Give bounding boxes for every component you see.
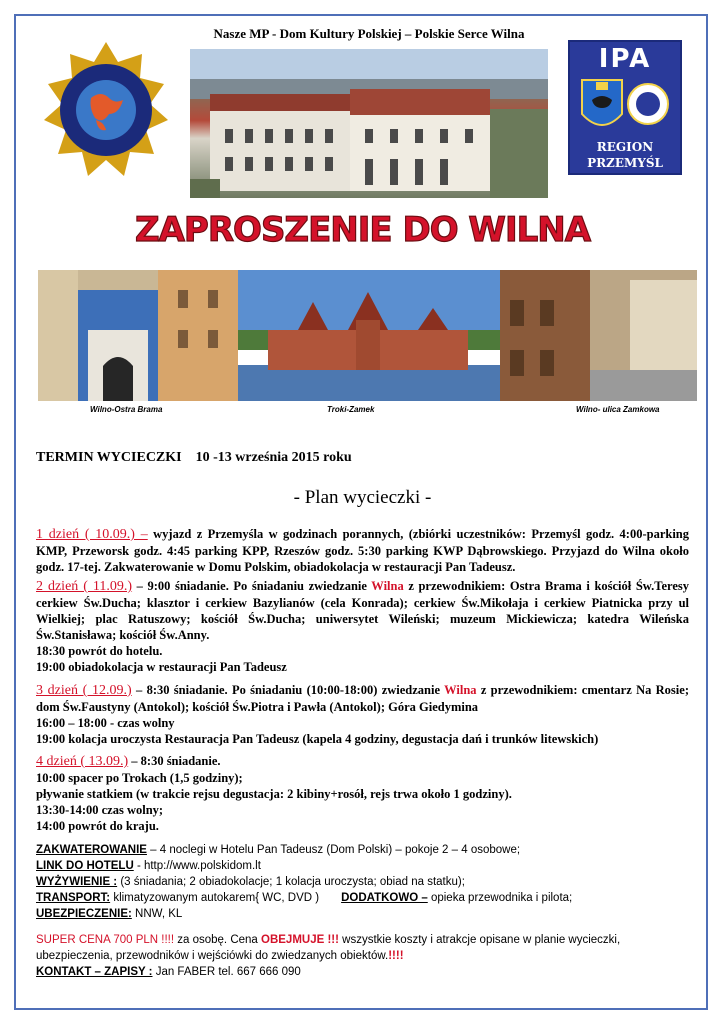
zamkowa-street-photo — [500, 270, 697, 401]
day-4-text: – 8:30 śniadanie. — [128, 754, 221, 768]
meals-row — [36, 874, 689, 890]
day-2-block — [36, 578, 689, 675]
price-label: SUPER CENA 700 PLN !!!! — [36, 934, 175, 946]
day-4-heading: 4 dzień ( 13.09.) — [36, 754, 129, 769]
ipa-logo-city: PRZEMYŚL — [587, 156, 663, 170]
day-1-heading: 1 dzień ( 10.09.) – — [36, 527, 148, 542]
price-text-b: wszystkie koszty i atrakcje opisane w planie wycieczki, ubezpieczenia, przewodników i wejściówki do zwiedzanych obiektów. — [36, 934, 621, 962]
insurance-text: NNW, KL — [131, 908, 183, 920]
hotel-link-label: LINK DO HOTELU — [36, 860, 134, 872]
day-4-line-4: 14:00 powrót do kraju. — [36, 819, 159, 833]
hotel-link-text[interactable]: - http://www.polskidom.lt — [133, 860, 261, 872]
insurance-label: UBEZPIECZENIE: — [36, 908, 132, 920]
day-3-text-b: z przewodnikiem: cmentarz Na Rosie; dom Św.Faustyny (Antokol); kościół Św.Piotra i Pawła (Antokol); Góra Giedymina — [36, 683, 689, 714]
meals-text: (3 śniadania; 2 obiadokolacje; 1 kolacja uroczysta; obiad na statku); — [117, 876, 465, 888]
plan-heading: - Plan wycieczki - — [293, 487, 432, 508]
day-4-line-1: 10:00 spacer po Trokach (1,5 godziny); — [36, 771, 243, 785]
info-block — [36, 842, 689, 980]
day-3-line-2: 19:00 kolacja uroczysta Restauracja Pan Tadeusz (kapela 4 godziny, degustacja dań i trunków litewskich) — [36, 732, 599, 746]
transport-text: klimatyzowanym autokarem{ WC, DVD ) — [110, 892, 320, 904]
day-3-text-a: – 8:30 śniadanie. Po śniadaniu (10:00-18:00) zwiedzanie — [131, 683, 445, 697]
price-exclaim: !!!! — [388, 950, 404, 962]
accommodation-row — [36, 842, 689, 858]
ostra-brama-photo — [38, 270, 238, 401]
day-2-text-b: z przewodnikiem: Ostra Brama i kościół Św.Teresy cerkiew Św.Ducha; klasztor i cerkiew Bazylianów (cela Konrada); cerkiew Św.Mikołaja i cerkiew Piatnicka przy ul Wielkiej; plac Ratuszowy; kościół Św.Ducha; uniwersytet Wileński; muzeum Mickiewicza; katedra Wileńska Św.Stanisława; kościół Św.Anny. — [36, 579, 689, 642]
extras-text: opieka przewodnika i pilota; — [427, 892, 573, 904]
accommodation-text: – 4 noclegi w Hotelu Pan Tadeusz (Dom Polski) – pokoje 2 – 4 osobowe; — [146, 844, 521, 856]
day-1-text: wyjazd z Przemyśla w godzinach porannych, (zbiórki uczestników: Przemyśl godz. 4:00-parking KMP, Przeworsk godz. 4:45 parking KPP, Rzeszów godz. 5:30 parking KWP Dąbrowskiego. Przyjazd do Wilna około godz. 17-tej. Zakwaterowanie w Domu Polskim, obiadokolacja w restauracji Pan Tadeusz. — [36, 527, 689, 574]
contact-row — [36, 964, 689, 980]
ipa-international-logo — [36, 40, 176, 180]
transport-row — [36, 890, 689, 906]
day-2-line-1: 18:30 powrót do hotelu. — [36, 644, 163, 658]
insurance-row — [36, 906, 689, 922]
header-text: Nasze MP - Dom Kultury Polskiej – Polskie Serce Wilna — [213, 26, 525, 41]
price-row — [36, 932, 689, 964]
day-1-block — [36, 526, 689, 575]
trip-dates: TERMIN WYCIECZKI 10 -13 września 2015 roku — [36, 450, 352, 465]
ipa-region-przemysl-logo — [568, 40, 682, 175]
contact-text: Jan FABER tel. 667 666 090 — [152, 966, 301, 978]
page-title: ZAPROSZENIE DO WILNA — [134, 210, 591, 250]
dom-kultury-building-photo — [190, 49, 548, 198]
day-2-line-2: 19:00 obiadokolacja w restauracji Pan Tadeusz — [36, 660, 287, 674]
day-4-line-2: pływanie statkiem (w trakcie rejsu degustacja: 2 kibiny+rosół, rejs trwa około 1 godziny). — [36, 787, 512, 801]
price-text-a: za osobę. Cena — [174, 934, 262, 946]
day-2-heading: 2 dzień ( 11.09.) — [36, 579, 133, 594]
ipa-logo-region: REGION — [596, 140, 654, 154]
accommodation-label: ZAKWATEROWANIE — [36, 844, 147, 856]
photo-caption-troki: Troki-Zamek — [327, 405, 375, 414]
meals-label: WYŻYWIENIE : — [36, 876, 118, 888]
price-includes-label: OBEJMUJE !!! — [261, 934, 339, 946]
day-4-block — [36, 753, 689, 834]
day-3-block — [36, 682, 689, 747]
contact-label: KONTAKT – ZAPISY : — [36, 966, 153, 978]
day-3-red-word: Wilna — [444, 683, 477, 697]
troki-castle-photo — [238, 270, 500, 401]
day-2-red-word: Wilna — [371, 579, 404, 593]
ipa-logo-title: IPA — [598, 44, 652, 74]
day-2-text-a: – 9:00 śniadanie. Po śniadaniu zwiedzanie — [132, 579, 372, 593]
photo-caption-zamkowa: Wilno- ulica Zamkowa — [576, 405, 660, 414]
hotel-link-row — [36, 858, 689, 874]
extras-label: DODATKOWO – — [341, 892, 428, 904]
photo-caption-ostra-brama: Wilno-Ostra Brama — [90, 405, 163, 414]
day-3-heading: 3 dzień ( 12.09.) — [36, 683, 132, 698]
transport-label: TRANSPORT: — [36, 892, 111, 904]
day-4-line-3: 13:30-14:00 czas wolny; — [36, 803, 164, 817]
day-3-line-1: 16:00 – 18:00 - czas wolny — [36, 716, 175, 730]
